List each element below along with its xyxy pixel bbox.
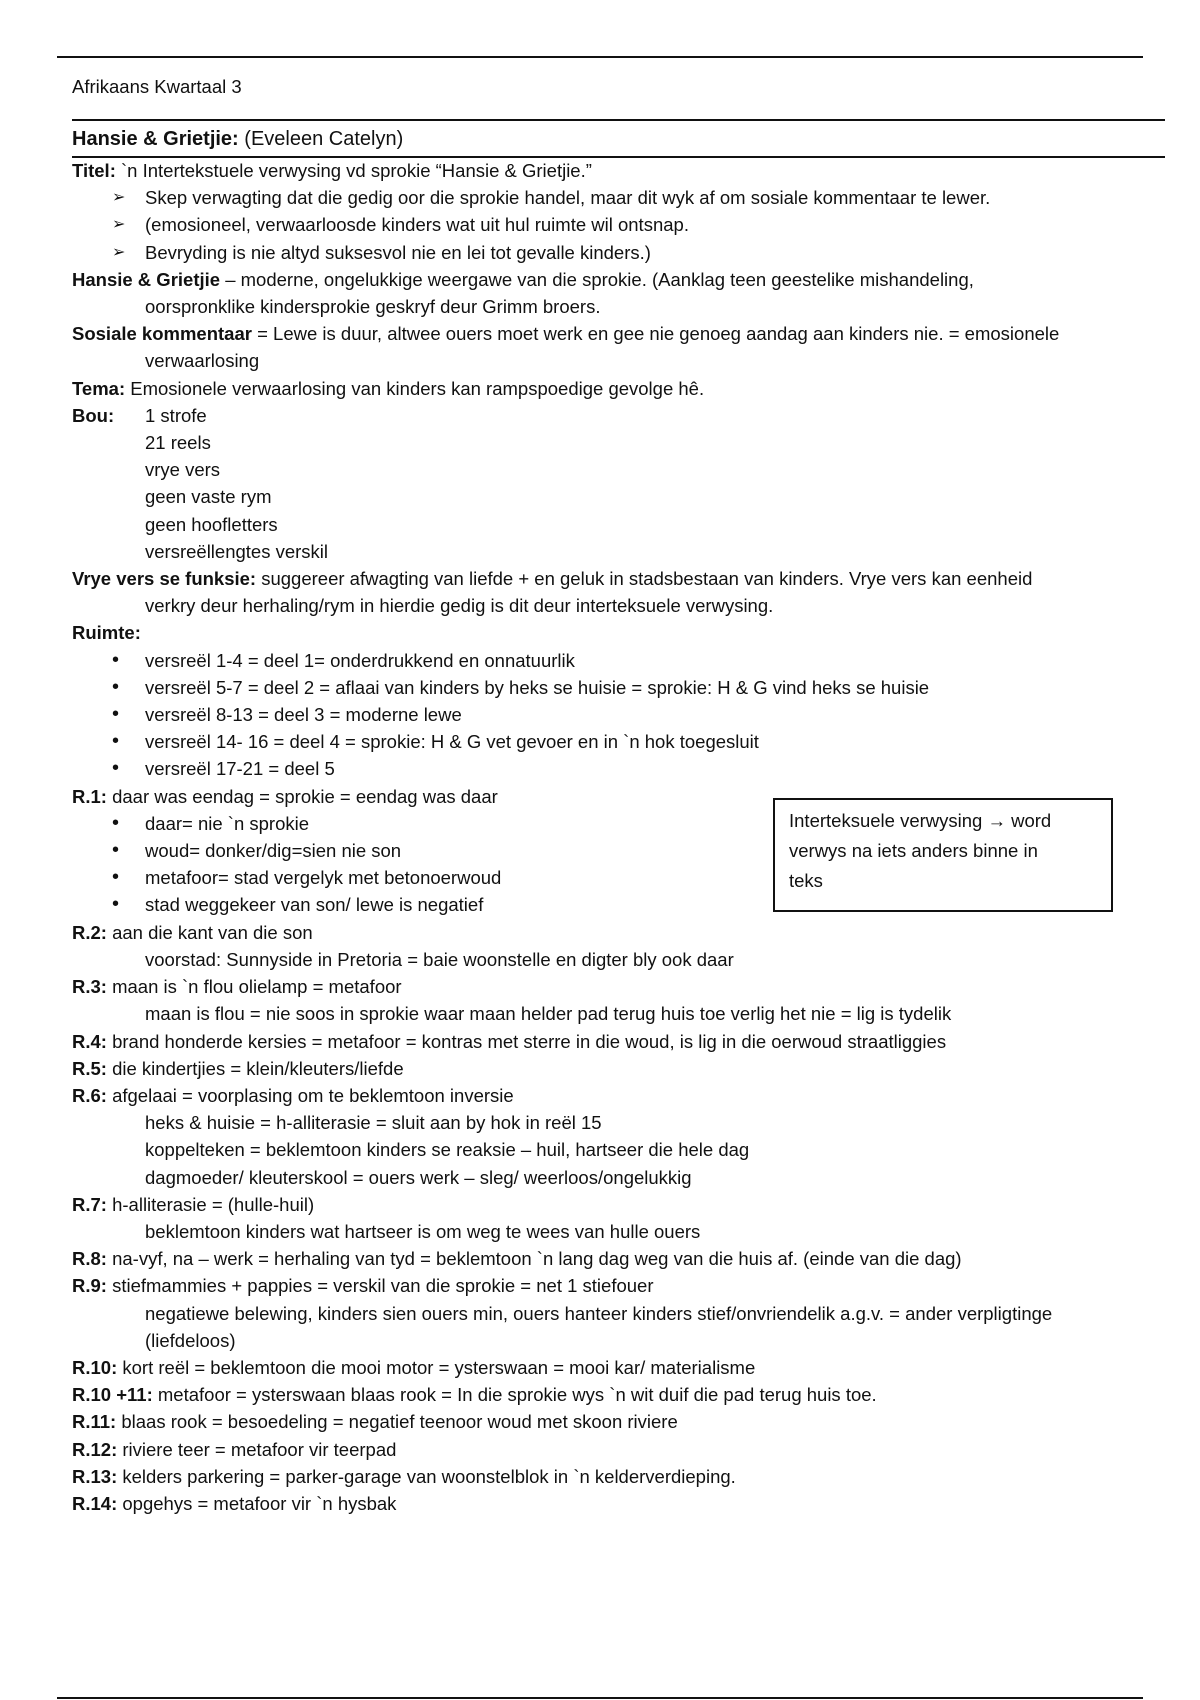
- r1-label: R.1:: [72, 785, 107, 807]
- ruimte-item: • versreël 1-4 = deel 1= onderdrukkend en onnatuurlik: [72, 647, 1167, 674]
- bou-items: [145, 402, 328, 565]
- r7-line: [72, 1191, 1167, 1218]
- bou-label: Bou:: [72, 404, 115, 426]
- tema-label: Tema:: [72, 377, 126, 399]
- ruimte-item: • versreël 14- 16 = deel 4 = sprokie: H & G vet gevoer en in `n hok toegesluit: [72, 728, 1167, 755]
- r6-text: afgelaai = voorplasing om te beklemtoon inversie: [106, 1084, 514, 1106]
- bou-section: [72, 402, 1167, 565]
- r8-label: R.8:: [72, 1248, 107, 1270]
- sosiale-line: [72, 320, 1167, 347]
- r5-text: die kindertjies = klein/kleuters/liefde: [106, 1057, 404, 1079]
- r2-text: aan die kant van die son: [106, 921, 313, 943]
- titel-point: ➢ Skep verwagting dat die gedig oor die sprokie handel, maar dit wyk af om sosiale kommentaar te lewer.: [72, 184, 1167, 211]
- r1-item: • metafoor= stad vergelyk met betonoerwoud: [72, 864, 1167, 891]
- r9-label: R.9:: [72, 1275, 107, 1297]
- r6-label: R.6:: [72, 1084, 107, 1106]
- note-line: Interteksuele verwysing → word: [789, 810, 1052, 831]
- r10-label: R.10:: [72, 1356, 118, 1378]
- r10-11-label: R.10 +11:: [72, 1384, 153, 1406]
- r14-label: R.14:: [72, 1492, 118, 1514]
- r10-11-line: [72, 1381, 1167, 1408]
- note-line: verwys na iets anders binne in: [789, 840, 1038, 861]
- r13-line: [72, 1463, 1167, 1490]
- titel-point: ➢ Bevryding is nie altyd suksesvol nie en lei tot gevalle kinders.): [72, 239, 1167, 266]
- r6-line: [72, 1082, 1167, 1109]
- header-rule-1: [72, 119, 1165, 121]
- r9-line: [72, 1272, 1167, 1299]
- r13-text: kelders parkering = parker-garage van woonstelblok in `n kelderverdieping.: [117, 1465, 736, 1487]
- r14-line: [72, 1490, 1167, 1517]
- r1-item: • daar= nie `n sprokie: [72, 810, 1167, 837]
- r1-text: daar was eendag = sprokie = eendag was daar: [106, 785, 498, 807]
- titel-text: `n Intertekstuele verwysing vd sprokie “Hansie & Grietjie.”: [121, 160, 592, 181]
- r10-line: [72, 1354, 1167, 1381]
- hansie-cont: oorspronklike kindersprokie geskryf deur Grimm broers.: [145, 296, 601, 318]
- hansie-line: [72, 266, 1167, 293]
- r4-label: R.4:: [72, 1030, 107, 1052]
- r12-label: R.12:: [72, 1438, 118, 1460]
- r4-line: [72, 1028, 1167, 1055]
- r3-text: maan is `n flou olielamp = metafoor: [106, 976, 402, 998]
- course-header: Afrikaans Kwartaal 3: [72, 76, 242, 97]
- poem-author: (Eveleen Catelyn): [244, 128, 404, 150]
- ruimte-item: • versreël 5-7 = deel 2 = aflaai van kinders by heks se huisie = sprokie: H & G vind heks se huisie: [72, 674, 1167, 701]
- bou-item: vrye vers: [145, 459, 221, 481]
- r7-cont: beklemtoon kinders wat hartseer is om weg te wees van hulle ouers: [145, 1220, 701, 1242]
- r9-cont: (liefdeloos): [145, 1329, 236, 1351]
- r2-label: R.2:: [72, 921, 107, 943]
- r4-text: brand honderde kersies = metafoor = kontras met sterre in die woud, is lig in die oerwoud straatliggies: [106, 1030, 947, 1052]
- r6-cont: koppelteken = beklemtoon kinders se reaksie – huil, hartseer die hele dag: [145, 1139, 750, 1161]
- r5-label: R.5:: [72, 1057, 107, 1079]
- r12-line: [72, 1436, 1167, 1463]
- r12-text: riviere teer = metafoor vir teerpad: [117, 1438, 397, 1460]
- poem-title-line: [72, 126, 403, 153]
- r11-label: R.11:: [72, 1411, 117, 1433]
- r3-label: R.3:: [72, 976, 107, 998]
- r14-text: opgehys = metafoor vir `n hysbak: [117, 1492, 397, 1514]
- vrye-cont: verkry deur herhaling/rym in hierdie gedig is dit deur interteksuele verwysing.: [145, 595, 774, 617]
- ruimte-item: • versreël 17-21 = deel 5: [72, 755, 1167, 782]
- note-line: teks: [789, 870, 823, 891]
- top-rule: [57, 56, 1143, 58]
- vrye-line: [72, 565, 1167, 592]
- sosiale-text: = Lewe is duur, altwee ouers moet werk en gee nie genoeg aandag aan kinders nie. = emosionele: [251, 323, 1060, 345]
- bottom-rule: [57, 1697, 1143, 1699]
- r10-11-text: metafoor = ysterswaan blaas rook = In die sprokie wys `n wit duif die pad terug huis toe.: [152, 1384, 877, 1406]
- titel-line: [72, 157, 1167, 184]
- ruimte-label: Ruimte:: [72, 622, 141, 644]
- bou-item: 1 strofe: [145, 404, 207, 426]
- vrye-text: suggereer afwagting van liefde + en geluk in stadsbestaan van kinders. Vrye vers kan eenheid: [256, 568, 1033, 590]
- poem-title: Hansie & Grietjie:: [72, 128, 239, 150]
- vrye-label: Vrye vers se funksie:: [72, 568, 257, 590]
- bou-item: geen vaste rym: [145, 486, 272, 508]
- bou-item: geen hoofletters: [145, 513, 278, 535]
- ruimte-line: [72, 619, 1167, 646]
- intertextual-note-box: [773, 798, 1113, 912]
- r2-line: [72, 919, 1167, 946]
- bou-item: 21 reels: [145, 432, 211, 454]
- tema-line: [72, 375, 1167, 402]
- r10-text: kort reël = beklemtoon die mooi motor = ysterswaan = mooi kar/ materialisme: [117, 1356, 756, 1378]
- r6-cont: heks & huisie = h-alliterasie = sluit aan by hok in reël 15: [145, 1112, 602, 1134]
- r8-text: na-vyf, na – werk = herhaling van tyd = beklemtoon `n lang dag weg van die huis af. (einde van die dag): [106, 1248, 962, 1270]
- titel-point: ➢ (emosioneel, verwaarloosde kinders wat uit hul ruimte wil ontsnap.: [72, 211, 1167, 238]
- r1-item: • stad weggekeer van son/ lewe is negatief: [72, 891, 1167, 918]
- r1-item: • woud= donker/dig=sien nie son: [72, 837, 1167, 864]
- tema-text: Emosionele verwaarlosing van kinders kan rampspoedige gevolge hê.: [125, 377, 705, 399]
- r13-label: R.13:: [72, 1465, 118, 1487]
- r9-cont: negatiewe belewing, kinders sien ouers min, ouers hanteer kinders stief/onvriendelik a.g.v. = ander verpligtinge: [145, 1302, 1053, 1324]
- r5-line: [72, 1055, 1167, 1082]
- hansie-text: – moderne, ongelukkige weergawe van die sprokie. (Aanklag teen geestelike mishandeling,: [220, 268, 974, 290]
- ruimte-item: • versreël 8-13 = deel 3 = moderne lewe: [72, 701, 1167, 728]
- r7-label: R.7:: [72, 1193, 107, 1215]
- r9-text: stiefmammies + pappies = verskil van die sprokie = net 1 stiefouer: [106, 1275, 654, 1297]
- r6-cont: dagmoeder/ kleuterskool = ouers werk – sleg/ weerloos/ongelukkig: [145, 1166, 692, 1188]
- titel-label: Titel:: [72, 160, 116, 181]
- r11-text: blaas rook = besoedeling = negatief teenoor woud met skoon riviere: [116, 1411, 678, 1433]
- r3-cont: maan is flou = nie soos in sprokie waar maan helder pad terug huis toe verlig het nie = lig is tydelik: [145, 1003, 952, 1025]
- sosiale-label: Sosiale kommentaar: [72, 323, 252, 345]
- sosiale-cont: verwaarlosing: [145, 350, 260, 372]
- bou-item: versreëllengtes verskil: [145, 540, 329, 562]
- r2-cont: voorstad: Sunnyside in Pretoria = baie woonstelle en digter bly ook daar: [145, 948, 734, 970]
- r3-line: [72, 973, 1167, 1000]
- hansie-label: Hansie & Grietjie: [72, 268, 221, 290]
- r8-line: [72, 1245, 1167, 1272]
- r11-line: [72, 1408, 1167, 1435]
- r7-text: h-alliterasie = (hulle-huil): [106, 1193, 315, 1215]
